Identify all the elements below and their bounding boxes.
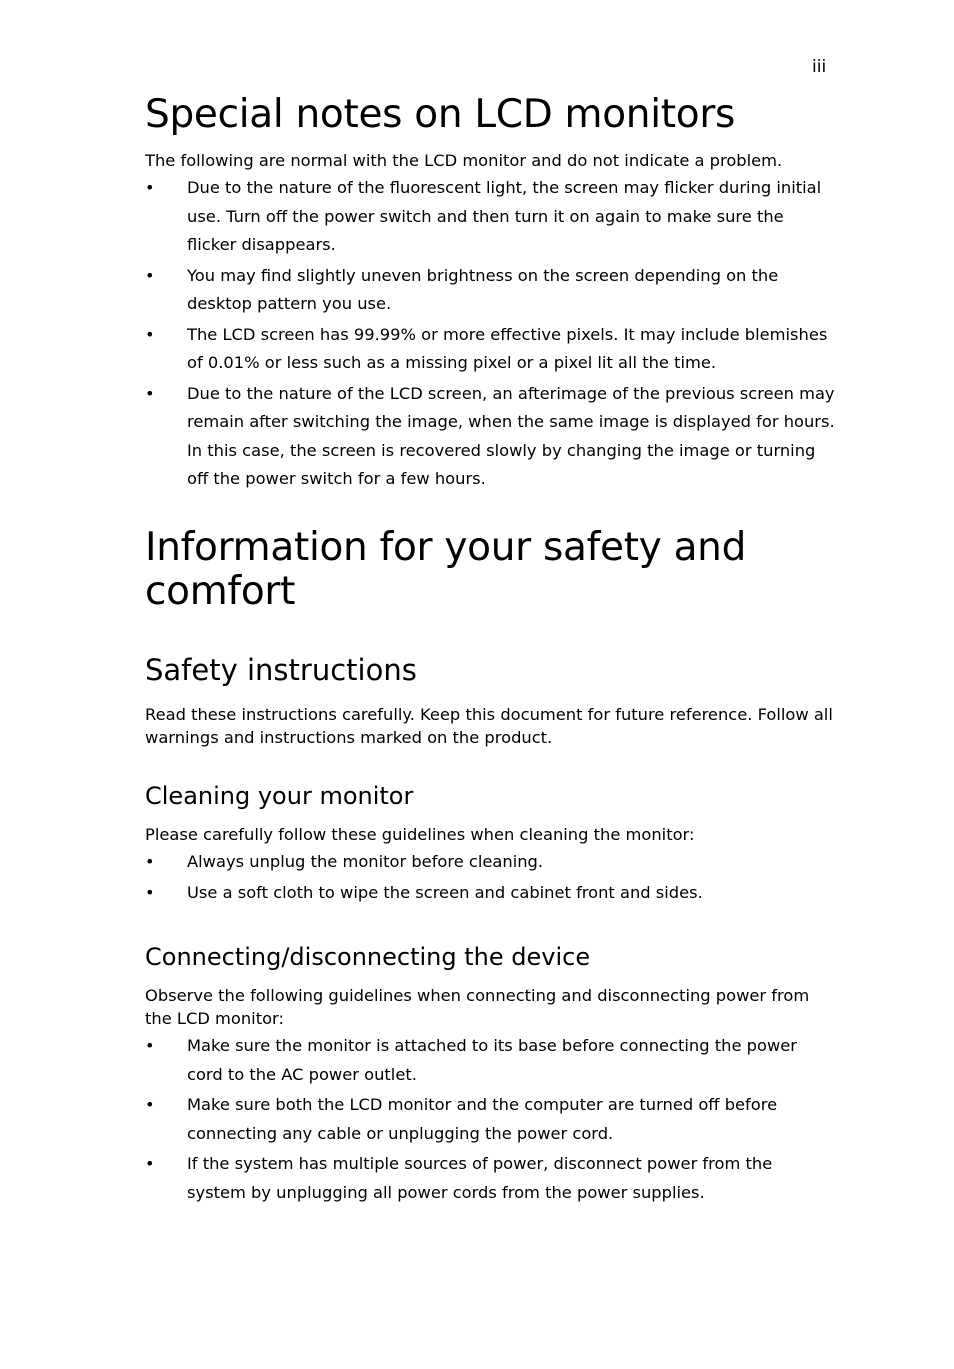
page-number: iii [812, 57, 827, 77]
connecting-title: Connecting/disconnecting the device [145, 943, 591, 971]
safety-instructions-title: Safety instructions [145, 653, 417, 687]
bullet-icon: • [145, 265, 155, 285]
connecting-list [145, 1032, 835, 1207]
list-item-text: Always unplug the monitor before cleaning. [187, 852, 544, 871]
connecting-section [145, 942, 835, 1209]
list-item [145, 174, 835, 260]
list-item [145, 380, 835, 494]
list-item-text: Due to the nature of the LCD screen, an afterimage of the previous screen may remain after switching the image, when the same image is displayed for hours. In this case, the screen is recovered slowly by changing the image or turning off the power switch for a few hours. [187, 383, 835, 488]
list-item [145, 1032, 835, 1089]
bullet-icon: • [145, 178, 155, 197]
list-item [145, 262, 835, 319]
cleaning-list [145, 848, 835, 907]
list-item [145, 1150, 835, 1207]
bullet-icon: • [145, 1095, 155, 1114]
bullet-icon: • [145, 1154, 155, 1173]
list-item-text: You may find slightly uneven brightness on the screen depending on the desktop pattern you use. [187, 265, 779, 313]
safety-instructions-section [145, 653, 835, 749]
list-item-text: Use a soft cloth to wipe the screen and cabinet front and sides. [187, 882, 703, 902]
bullet-icon: • [145, 1036, 155, 1055]
list-item [145, 879, 835, 908]
list-item-text: Due to the nature of the fluorescent light, the screen may flicker during initial use. Turn off the power switch and then turn it on again to make sure the flicker disappears. [187, 178, 822, 254]
list-item-text: Make sure the monitor is attached to its base before connecting the power cord to the AC power outlet. [187, 1036, 797, 1084]
bullet-icon: • [145, 882, 155, 902]
bullet-icon: • [145, 383, 155, 403]
list-item-text: If the system has multiple sources of power, disconnect power from the system by unplugging all power cords from the power supplies. [187, 1154, 773, 1202]
lcd-notes-section [145, 93, 835, 496]
bullet-icon: • [145, 324, 155, 344]
list-item-text: Make sure both the LCD monitor and the computer are turned off before connecting any cable or unplugging the power cord. [187, 1095, 778, 1143]
connecting-intro: Observe the following guidelines when connecting and disconnecting power from the LCD monitor: [145, 986, 810, 1028]
cleaning-section [145, 781, 835, 909]
bullet-icon: • [145, 852, 155, 871]
safety-comfort-section [145, 526, 835, 614]
lcd-notes-title: Special notes on LCD monitors [145, 92, 736, 137]
list-item [145, 321, 835, 378]
lcd-notes-intro: The following are normal with the LCD monitor and do not indicate a problem. [145, 151, 783, 170]
list-item [145, 848, 835, 877]
cleaning-title: Cleaning your monitor [145, 782, 414, 810]
lcd-notes-list [145, 174, 835, 494]
list-item-text: The LCD screen has 99.99% or more effective pixels. It may include blemishes of 0.01% or less such as a missing pixel or a pixel lit all the time. [187, 324, 828, 372]
safety-instructions-text: Read these instructions carefully. Keep this document for future reference. Follow all warnings and instructions marked on the product. [145, 705, 833, 747]
safety-comfort-title: Information for your safety and comfort [145, 525, 747, 614]
cleaning-intro: Please carefully follow these guidelines when cleaning the monitor: [145, 825, 695, 844]
list-item [145, 1091, 835, 1148]
